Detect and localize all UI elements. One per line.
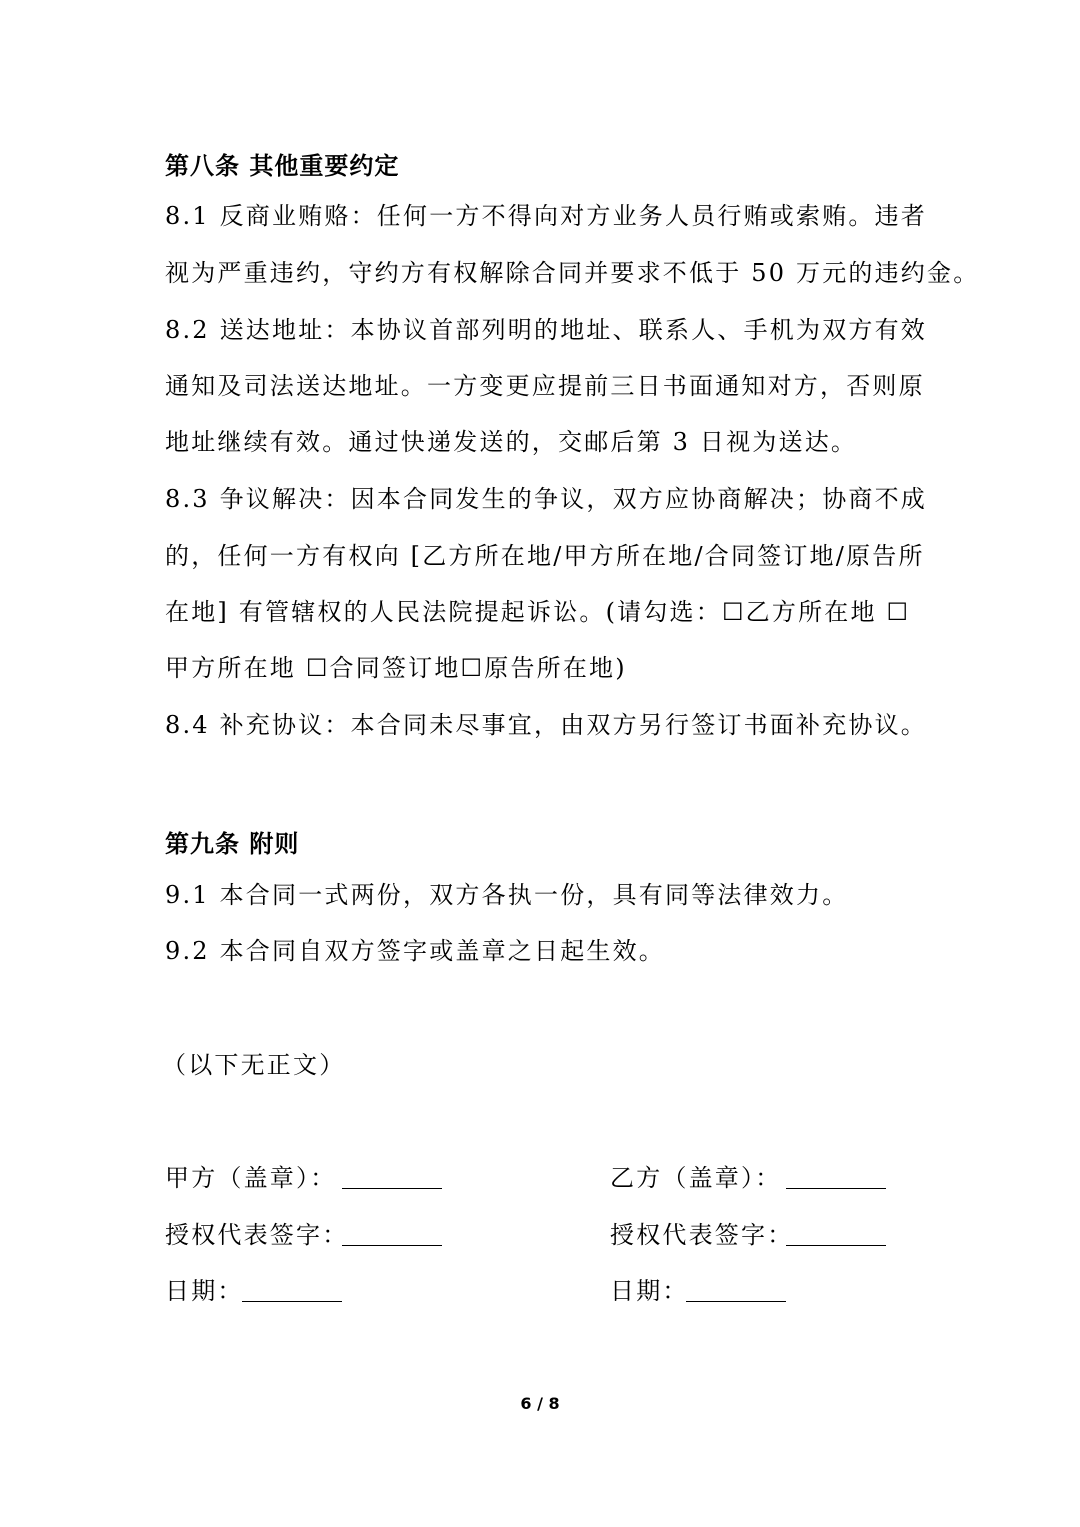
party-b-rep-label: 授权代表签字： [610,1221,794,1249]
article-8-line-5: 地址继续有效。通过快递发送的，交邮后第 3 日视为送达。 [165,428,858,456]
no-text-below-note: （以下无正文） [162,1051,346,1079]
article-9-line-1: 9.1 本合同一式两份，双方各执一份，具有同等法律效力。 [165,881,849,909]
article-8-line-6: 8.3 争议解决：因本合同发生的争议，双方应协商解决；协商不成 [165,485,927,513]
party-b-date-blank[interactable] [686,1301,786,1302]
party-a-rep-blank[interactable] [342,1245,442,1246]
article-8-line-2: 视为严重违约，守约方有权解除合同并要求不低于 50 万元的违约金。 [165,259,980,287]
party-a-seal-blank[interactable] [342,1188,442,1189]
article-8-line-7: 的，任何一方有权向 [乙方所在地/甲方所在地/合同签订地/原告所 [165,542,925,570]
page-number: 6 / 8 [520,1394,560,1413]
party-a-date-label: 日期： [165,1277,244,1305]
party-a-date-blank[interactable] [242,1301,342,1302]
article-8-heading: 第八条 其他重要约定 [165,152,400,180]
party-b-date-label: 日期： [610,1277,689,1305]
article-8-line-10: 8.4 补充协议：本合同未尽事宜，由双方另行签订书面补充协议。 [165,711,927,739]
article-8-line-9: 甲方所在地 ☐合同签订地☐原告所在地) [165,654,627,682]
party-b-seal-label: 乙方（盖章）： [610,1164,782,1192]
party-b-rep-blank[interactable] [786,1245,886,1246]
party-a-rep-label: 授权代表签字： [165,1221,349,1249]
article-8-line-8: 在地] 有管辖权的人民法院提起诉讼。(请勾选：☐乙方所在地 ☐ [165,598,911,626]
article-8-line-1: 8.1 反商业贿赂：任何一方不得向对方业务人员行贿或索贿。违者 [165,202,927,230]
party-a-seal-label: 甲方（盖章）： [165,1164,337,1192]
article-8-line-3: 8.2 送达地址：本协议首部列明的地址、联系人、手机为双方有效 [165,316,927,344]
article-9-heading: 第九条 附则 [165,830,300,858]
article-9-line-2: 9.2 本合同自双方签字或盖章之日起生效。 [165,937,665,965]
party-b-seal-blank[interactable] [786,1188,886,1189]
article-8-line-4: 通知及司法送达地址。一方变更应提前三日书面通知对方，否则原 [165,372,925,400]
